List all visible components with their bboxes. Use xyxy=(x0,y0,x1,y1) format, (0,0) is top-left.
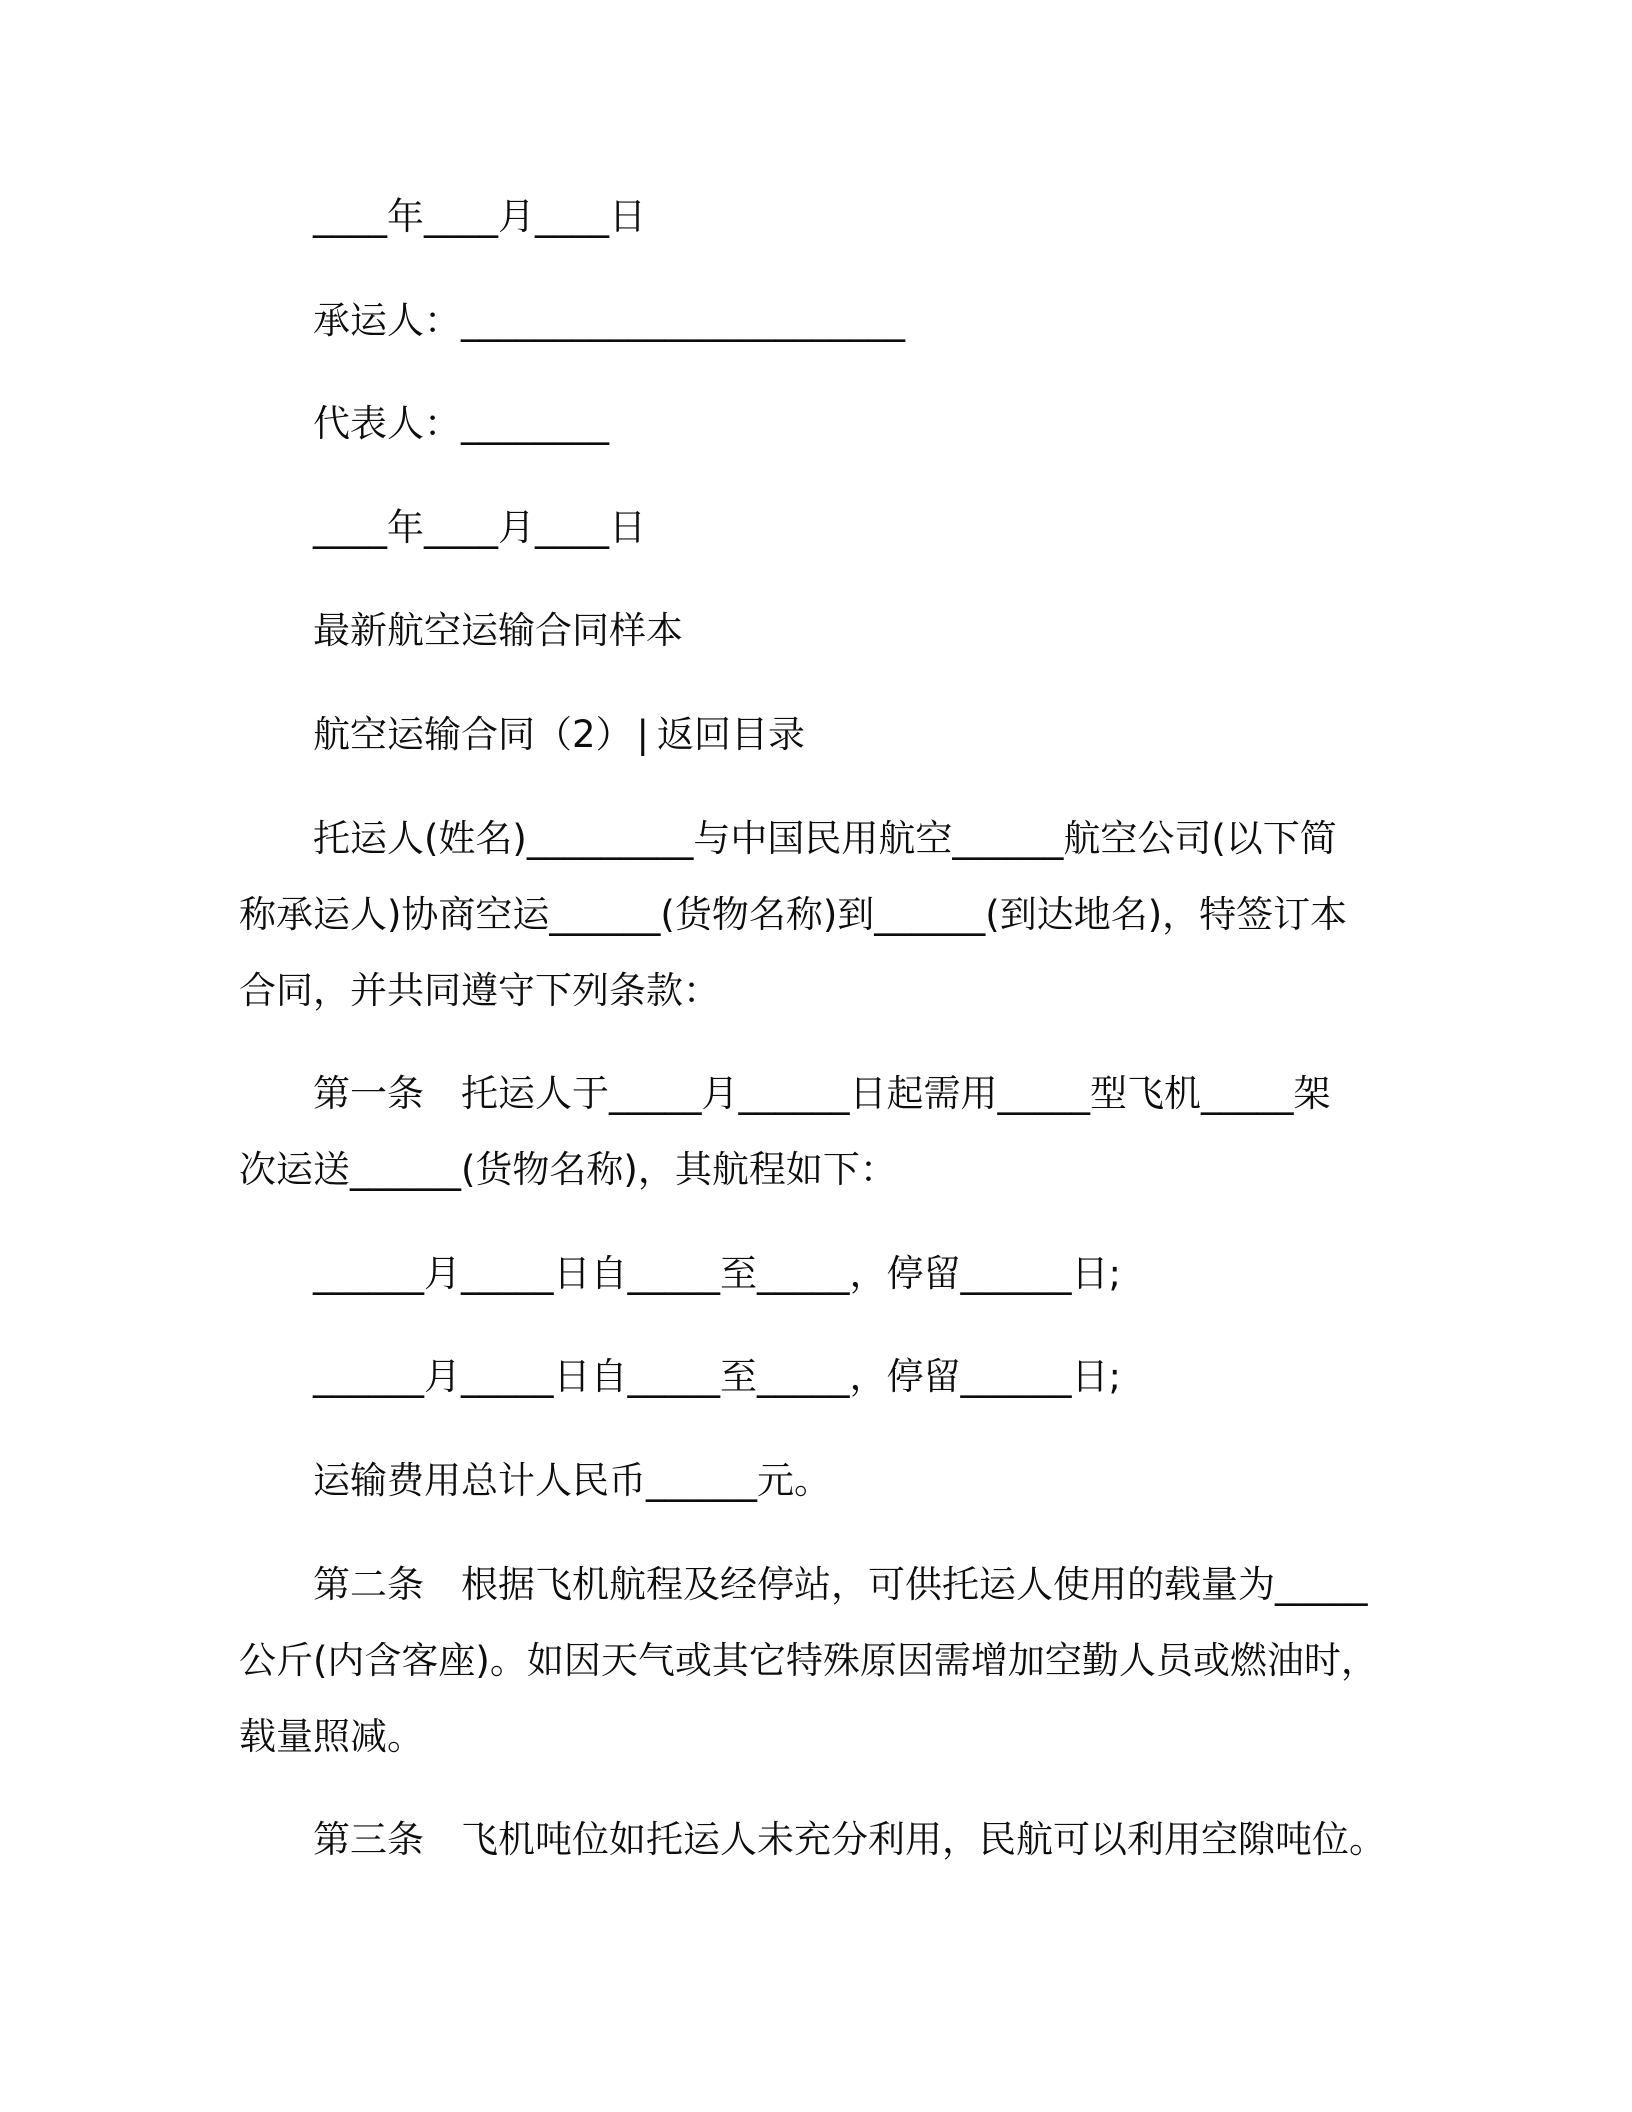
subtitle-block xyxy=(239,697,1432,773)
paragraph-line: 第三条 飞机吨位如托运人未充分利用，民航可以利用空隙吨位。 xyxy=(313,1818,1386,1862)
paragraph-line: 第二条 根据飞机航程及经停站，可供托运人使用的载量为_____ xyxy=(313,1562,1368,1606)
representative-signature-line: 代表人：________ xyxy=(313,402,609,446)
date-line: ____年____月____日 xyxy=(313,195,646,238)
total-cost-paragraph xyxy=(239,1443,1432,1519)
carrier-signature-block xyxy=(239,283,1432,359)
itinerary-line: ______月_____日自_____至_____，停留______日; xyxy=(313,1251,1121,1295)
article-1-paragraph xyxy=(239,1056,1432,1208)
contract-subtitle: 航空运输合同（2） xyxy=(313,712,633,756)
itinerary-leg-2 xyxy=(239,1339,1432,1415)
paragraph-line: 第一条 托运人于_____月______日起需用_____型飞机_____架 xyxy=(313,1072,1331,1116)
article-2-paragraph xyxy=(239,1547,1432,1775)
subtitle-row xyxy=(239,697,1432,773)
paragraph-line: 称承运人)协商空运______(货物名称)到______(到达地名)，特签订本 xyxy=(239,892,1348,936)
signature-date-block-2 xyxy=(239,490,1432,566)
document-title: 最新航空运输合同样本 xyxy=(313,609,683,653)
separator: | xyxy=(636,712,650,756)
paragraph-line: 公斤(内含客座)。如因天气或其它特殊原因需增加空勤人员或燃油时， xyxy=(239,1638,1378,1682)
paragraph-line: 合同，并共同遵守下列条款： xyxy=(239,968,720,1012)
paragraph-line: 载量照减。 xyxy=(239,1714,424,1758)
date-line: ____年____月____日 xyxy=(313,505,646,549)
itinerary-leg-1 xyxy=(239,1236,1432,1312)
document-title-block xyxy=(239,593,1432,669)
total-cost-line: 运输费用总计人民币______元。 xyxy=(313,1458,831,1502)
itinerary-line: ______月_____日自_____至_____，停留______日; xyxy=(313,1355,1121,1399)
paragraph-line: 托运人(姓名)_________与中国民用航空______航空公司(以下简 xyxy=(313,816,1337,860)
representative-signature-block xyxy=(239,386,1432,462)
paragraph-line: 次运送______(货物名称)，其航程如下： xyxy=(239,1148,897,1192)
preamble-paragraph xyxy=(239,801,1432,1029)
signature-date-block-1 xyxy=(239,179,1432,255)
article-3-paragraph xyxy=(239,1802,1432,1878)
back-to-contents-link: 返回目录 xyxy=(657,712,806,756)
carrier-signature-line: 承运人：________________________ xyxy=(313,298,905,342)
